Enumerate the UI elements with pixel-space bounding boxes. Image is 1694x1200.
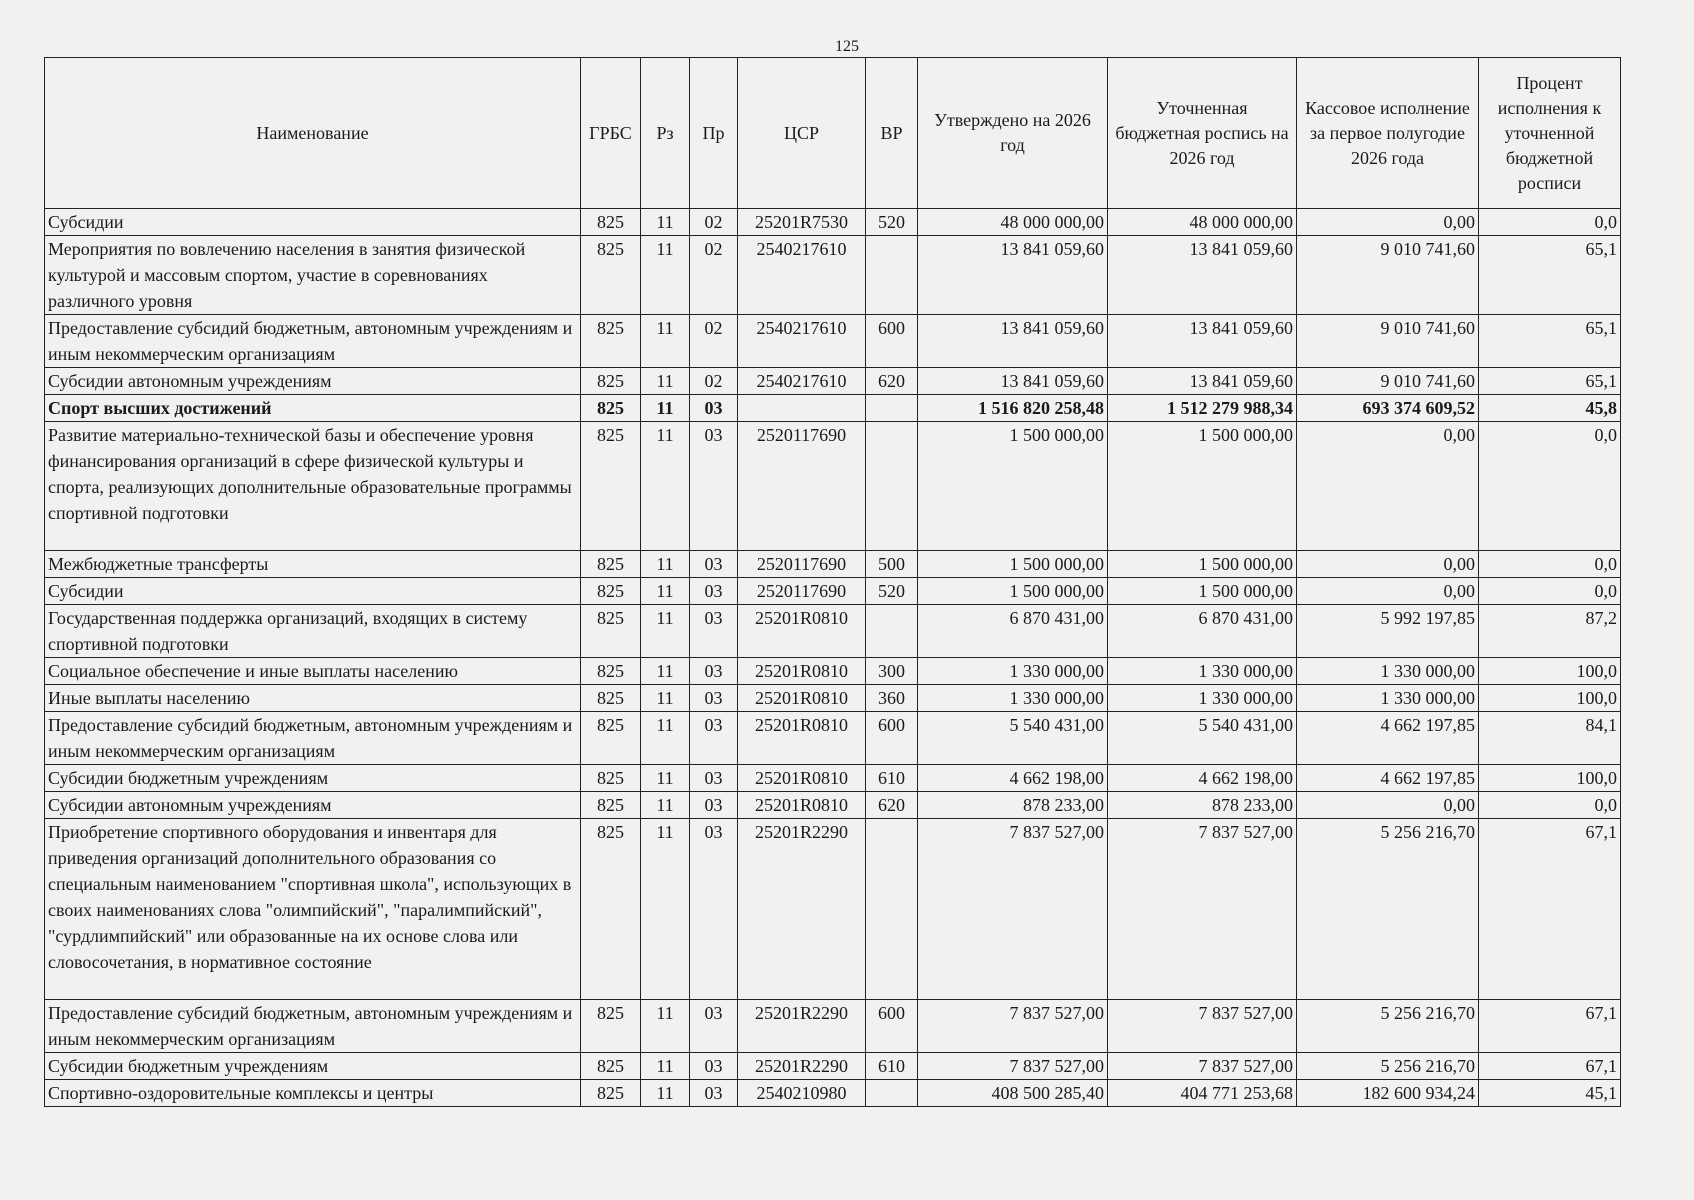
cell-vr: 520 [866,209,918,236]
cell-approved: 7 837 527,00 [918,1000,1108,1053]
cell-vr: 360 [866,685,918,712]
cell-percent: 0,0 [1479,422,1621,551]
table-row [45,236,1621,315]
cell-vr: 610 [866,765,918,792]
cell-cash: 5 256 216,70 [1297,819,1479,1000]
header-grbs: ГРБС [581,58,641,209]
cell-percent: 65,1 [1479,315,1621,368]
cell-cash: 1 330 000,00 [1297,658,1479,685]
cell-vr [866,236,918,315]
cell-approved: 408 500 285,40 [918,1080,1108,1107]
cell-rz: 11 [641,551,690,578]
page-number: 125 [835,38,859,55]
cell-name: Межбюджетные трансферты [45,551,581,578]
header-csr: ЦСР [738,58,866,209]
cell-csr: 2540217610 [738,236,866,315]
cell-rz: 11 [641,368,690,395]
cell-name: Социальное обеспечение и иные выплаты населению [45,658,581,685]
cell-approved: 1 500 000,00 [918,551,1108,578]
cell-pr: 03 [690,551,738,578]
cell-csr: 2540210980 [738,1080,866,1107]
cell-rz: 11 [641,712,690,765]
cell-pr: 03 [690,395,738,422]
table-row [45,422,1621,551]
cell-rz: 11 [641,792,690,819]
cell-rz: 11 [641,1080,690,1107]
cell-vr: 620 [866,792,918,819]
cell-refined: 1 500 000,00 [1108,422,1297,551]
table-row [45,712,1621,765]
cell-refined: 5 540 431,00 [1108,712,1297,765]
cell-refined: 6 870 431,00 [1108,605,1297,658]
cell-csr: 25201R2290 [738,819,866,1000]
cell-cash: 4 662 197,85 [1297,712,1479,765]
cell-percent: 100,0 [1479,765,1621,792]
cell-percent: 67,1 [1479,1053,1621,1080]
cell-percent: 67,1 [1479,1000,1621,1053]
cell-cash: 9 010 741,60 [1297,368,1479,395]
header-name: Наименование [45,58,581,209]
cell-cash: 693 374 609,52 [1297,395,1479,422]
cell-grbs: 825 [581,1000,641,1053]
cell-approved: 1 330 000,00 [918,658,1108,685]
cell-grbs: 825 [581,236,641,315]
cell-cash: 9 010 741,60 [1297,236,1479,315]
cell-cash: 4 662 197,85 [1297,765,1479,792]
cell-name: Субсидии автономным учреждениям [45,368,581,395]
cell-approved: 1 330 000,00 [918,685,1108,712]
cell-pr: 03 [690,578,738,605]
cell-csr: 25201R0810 [738,712,866,765]
cell-vr [866,1080,918,1107]
cell-csr: 25201R0810 [738,765,866,792]
cell-csr: 2540217610 [738,315,866,368]
cell-pr: 03 [690,605,738,658]
cell-vr: 500 [866,551,918,578]
cell-percent: 84,1 [1479,712,1621,765]
cell-csr: 25201R2290 [738,1053,866,1080]
cell-grbs: 825 [581,819,641,1000]
cell-approved: 48 000 000,00 [918,209,1108,236]
cell-grbs: 825 [581,605,641,658]
cell-percent: 100,0 [1479,658,1621,685]
cell-refined: 13 841 059,60 [1108,236,1297,315]
cell-name: Субсидии бюджетным учреждениям [45,765,581,792]
cell-vr: 600 [866,1000,918,1053]
cell-cash: 0,00 [1297,792,1479,819]
cell-refined: 13 841 059,60 [1108,368,1297,395]
cell-pr: 03 [690,658,738,685]
budget-table [44,57,1621,1107]
cell-percent: 65,1 [1479,368,1621,395]
cell-rz: 11 [641,658,690,685]
cell-csr [738,395,866,422]
cell-name: Предоставление субсидий бюджетным, автономным учреждениям и иным некоммерческим организациям [45,712,581,765]
cell-percent: 45,8 [1479,395,1621,422]
cell-approved: 1 500 000,00 [918,422,1108,551]
cell-approved: 13 841 059,60 [918,368,1108,395]
cell-approved: 7 837 527,00 [918,1053,1108,1080]
cell-csr: 2520117690 [738,422,866,551]
cell-refined: 1 330 000,00 [1108,685,1297,712]
cell-grbs: 825 [581,368,641,395]
cell-cash: 0,00 [1297,578,1479,605]
cell-name: Государственная поддержка организаций, входящих в систему спортивной подготовки [45,605,581,658]
cell-vr [866,422,918,551]
cell-pr: 03 [690,792,738,819]
table-row [45,658,1621,685]
cell-pr: 02 [690,315,738,368]
cell-grbs: 825 [581,551,641,578]
cell-grbs: 825 [581,315,641,368]
table-row [45,551,1621,578]
table-row [45,685,1621,712]
header-approved: Утверждено на 2026 год [918,58,1108,209]
table-row [45,368,1621,395]
table-row [45,209,1621,236]
cell-vr [866,395,918,422]
cell-vr [866,819,918,1000]
cell-percent: 0,0 [1479,578,1621,605]
table-row [45,578,1621,605]
cell-cash: 0,00 [1297,422,1479,551]
cell-percent: 65,1 [1479,236,1621,315]
cell-rz: 11 [641,209,690,236]
table-row [45,1053,1621,1080]
cell-pr: 03 [690,685,738,712]
cell-pr: 03 [690,819,738,1000]
cell-cash: 5 256 216,70 [1297,1053,1479,1080]
cell-csr: 25201R2290 [738,1000,866,1053]
cell-pr: 02 [690,209,738,236]
cell-approved: 13 841 059,60 [918,236,1108,315]
cell-refined: 7 837 527,00 [1108,1053,1297,1080]
cell-name: Спортивно-оздоровительные комплексы и центры [45,1080,581,1107]
cell-refined: 878 233,00 [1108,792,1297,819]
cell-cash: 1 330 000,00 [1297,685,1479,712]
cell-pr: 03 [690,1053,738,1080]
cell-name: Субсидии [45,578,581,605]
cell-csr: 2520117690 [738,578,866,605]
cell-approved: 5 540 431,00 [918,712,1108,765]
cell-refined: 48 000 000,00 [1108,209,1297,236]
cell-refined: 7 837 527,00 [1108,819,1297,1000]
cell-cash: 5 992 197,85 [1297,605,1479,658]
table-row [45,765,1621,792]
cell-pr: 03 [690,1000,738,1053]
cell-name: Субсидии автономным учреждениям [45,792,581,819]
cell-csr: 2540217610 [738,368,866,395]
cell-name: Мероприятия по вовлечению населения в занятия физической культурой и массовым спортом, участие в соревнованиях различного уровня [45,236,581,315]
cell-cash: 9 010 741,60 [1297,315,1479,368]
table-row [45,1080,1621,1107]
cell-name: Предоставление субсидий бюджетным, автономным учреждениям и иным некоммерческим организациям [45,1000,581,1053]
cell-cash: 5 256 216,70 [1297,1000,1479,1053]
cell-grbs: 825 [581,578,641,605]
cell-rz: 11 [641,315,690,368]
cell-name: Приобретение спортивного оборудования и инвентаря для приведения организаций дополнительного образования со специальным наименованием "спортивная школа", использующих в своих наименованиях слова "олимпийский", "паралимпийский", "сурдлимпийский" или образованные на их основе слова или словосочетания, в нормативное состояние [45,819,581,1000]
cell-grbs: 825 [581,209,641,236]
cell-grbs: 825 [581,792,641,819]
cell-refined: 4 662 198,00 [1108,765,1297,792]
table-row [45,315,1621,368]
table-row [45,819,1621,1000]
cell-percent: 0,0 [1479,209,1621,236]
header-cash: Кассовое исполнение за первое полугодие 2026 года [1297,58,1479,209]
cell-grbs: 825 [581,1053,641,1080]
table-row [45,605,1621,658]
cell-grbs: 825 [581,422,641,551]
cell-pr: 02 [690,368,738,395]
cell-approved: 6 870 431,00 [918,605,1108,658]
cell-rz: 11 [641,685,690,712]
cell-percent: 0,0 [1479,792,1621,819]
cell-vr [866,605,918,658]
cell-approved: 4 662 198,00 [918,765,1108,792]
cell-grbs: 825 [581,1080,641,1107]
cell-grbs: 825 [581,685,641,712]
cell-vr: 620 [866,368,918,395]
table-row [45,792,1621,819]
header-refined: Уточненная бюджетная роспись на 2026 год [1108,58,1297,209]
cell-approved: 1 516 820 258,48 [918,395,1108,422]
cell-cash: 182 600 934,24 [1297,1080,1479,1107]
cell-refined: 1 330 000,00 [1108,658,1297,685]
cell-rz: 11 [641,578,690,605]
cell-percent: 87,2 [1479,605,1621,658]
cell-pr: 02 [690,236,738,315]
cell-name: Субсидии бюджетным учреждениям [45,1053,581,1080]
table-body [45,209,1621,1107]
cell-name: Развитие материально-технической базы и обеспечение уровня финансирования организаций в сфере физической культуры и спорта, реализующих дополнительные образовательные программы спортивной подготовки [45,422,581,551]
cell-rz: 11 [641,1000,690,1053]
cell-name: Иные выплаты населению [45,685,581,712]
cell-csr: 25201R0810 [738,658,866,685]
cell-rz: 11 [641,605,690,658]
cell-refined: 13 841 059,60 [1108,315,1297,368]
cell-csr: 25201R7530 [738,209,866,236]
cell-csr: 2520117690 [738,551,866,578]
cell-approved: 13 841 059,60 [918,315,1108,368]
cell-name: Субсидии [45,209,581,236]
cell-vr: 520 [866,578,918,605]
cell-grbs: 825 [581,712,641,765]
cell-percent: 45,1 [1479,1080,1621,1107]
cell-refined: 404 771 253,68 [1108,1080,1297,1107]
cell-refined: 1 500 000,00 [1108,578,1297,605]
cell-approved: 1 500 000,00 [918,578,1108,605]
cell-rz: 11 [641,765,690,792]
header-pr: Пр [690,58,738,209]
table-row [45,395,1621,422]
cell-approved: 878 233,00 [918,792,1108,819]
cell-percent: 67,1 [1479,819,1621,1000]
cell-refined: 1 512 279 988,34 [1108,395,1297,422]
cell-vr: 600 [866,315,918,368]
cell-percent: 100,0 [1479,685,1621,712]
cell-cash: 0,00 [1297,551,1479,578]
cell-pr: 03 [690,765,738,792]
header-rz: Рз [641,58,690,209]
cell-name: Предоставление субсидий бюджетным, автономным учреждениям и иным некоммерческим организациям [45,315,581,368]
cell-csr: 25201R0810 [738,605,866,658]
cell-grbs: 825 [581,658,641,685]
cell-rz: 11 [641,236,690,315]
cell-percent: 0,0 [1479,551,1621,578]
cell-grbs: 825 [581,395,641,422]
cell-pr: 03 [690,422,738,551]
cell-name: Спорт высших достижений [45,395,581,422]
cell-csr: 25201R0810 [738,685,866,712]
cell-cash: 0,00 [1297,209,1479,236]
cell-approved: 7 837 527,00 [918,819,1108,1000]
cell-rz: 11 [641,422,690,551]
cell-grbs: 825 [581,765,641,792]
cell-pr: 03 [690,712,738,765]
cell-pr: 03 [690,1080,738,1107]
cell-rz: 11 [641,819,690,1000]
cell-vr: 600 [866,712,918,765]
header-vr: ВР [866,58,918,209]
table-row [45,1000,1621,1053]
header-percent: Процент исполнения к уточненной бюджетной росписи [1479,58,1621,209]
cell-rz: 11 [641,1053,690,1080]
cell-refined: 1 500 000,00 [1108,551,1297,578]
table-header-row [45,58,1621,209]
cell-rz: 11 [641,395,690,422]
cell-csr: 25201R0810 [738,792,866,819]
cell-vr: 610 [866,1053,918,1080]
cell-refined: 7 837 527,00 [1108,1000,1297,1053]
cell-vr: 300 [866,658,918,685]
